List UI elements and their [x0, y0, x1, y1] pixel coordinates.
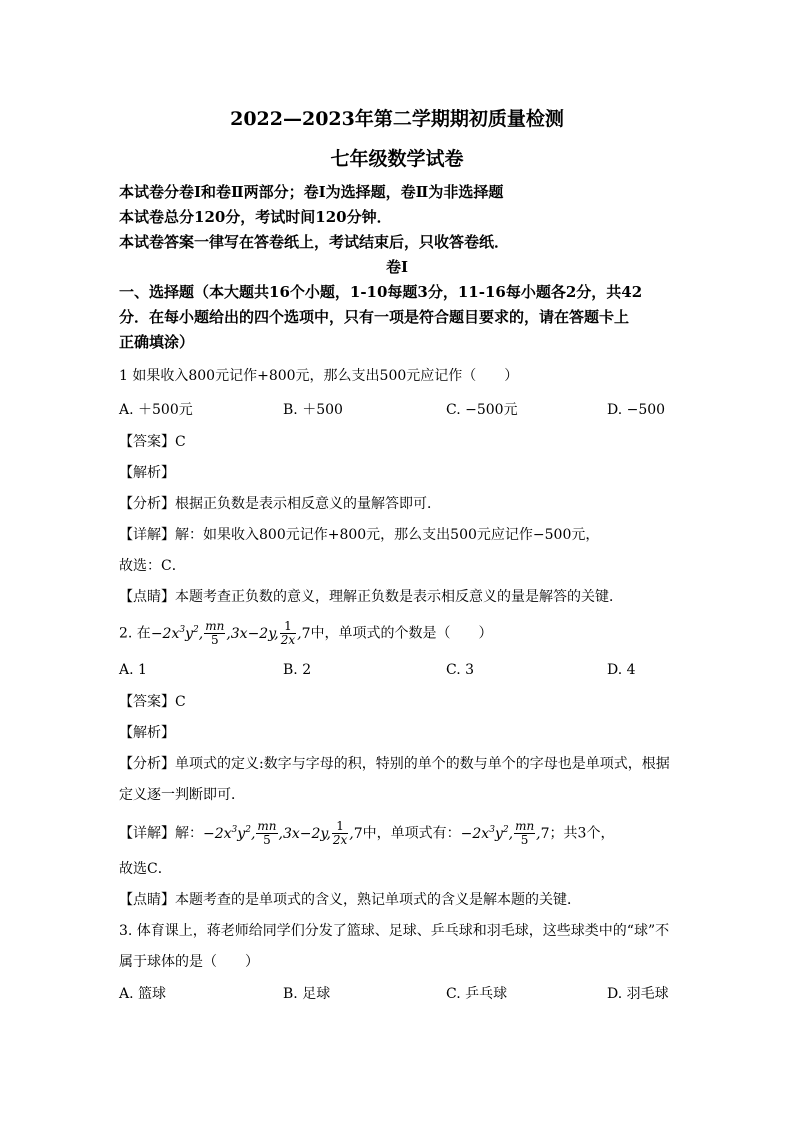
- q2-detail: [119, 820, 614, 847]
- q2-option-a: A. 1: [119, 662, 147, 678]
- q2-detail-result: $-2x^3y^2$, $\frac{mn}{5}$ ,7: [460, 819, 550, 847]
- q1-choose: 故选：C．: [119, 558, 186, 574]
- q2-choose: 故选C．: [119, 861, 172, 877]
- q2-detail-b: 中，单项式有：: [362, 825, 461, 842]
- q1-stem: [119, 366, 518, 386]
- section-desc-1: 一、选择题（本大题共16个小题，1-10每题3分，11-16每小题各2分，共42: [119, 283, 643, 301]
- q2-expression: $-2x^3y^2$, $\frac{mn}{5}$ ,3x−2y, $\frac{1}{2x}$ ,7: [150, 619, 311, 647]
- q1-option-a: A. ＋500元: [119, 402, 193, 418]
- q3-option-a: A. 篮球: [119, 986, 167, 1002]
- q3-option-d: D. 羽毛球: [607, 986, 669, 1002]
- q1-answer: 【答案】C: [119, 434, 186, 450]
- q1-option-c: C. −500元: [446, 402, 518, 418]
- q1-option-b: B. ＋500: [283, 402, 343, 418]
- q1-option-d: D. −500: [607, 402, 666, 418]
- q3-stem-1: 3. 体育课上，蒋老师给同学们分发了篮球、足球、乒乓球和羽毛球，这些球类中的“球”不: [119, 923, 670, 939]
- q3-stem-2: 属于球体的是（ ）: [119, 954, 259, 970]
- q2-option-b: B. 2: [283, 662, 312, 678]
- q2-detail-expression: $-2x^3y^2$, $\frac{mn}{5}$ ,3x−2y, $\frac{1}{2x}$ ,7: [203, 819, 363, 847]
- q3-option-b: B. 足球: [283, 986, 331, 1002]
- q1-comment: 【点睛】本题考查正负数的意义，理解正负数是表示相反意义的量是解答的关键．: [119, 589, 623, 605]
- section-label: 卷Ⅰ: [385, 258, 409, 276]
- q2-comment: 【点睛】本题考查的是单项式的含义，熟记单项式的含义是解本题的关键．: [119, 892, 581, 908]
- section-desc-3: 正确填涂）: [119, 333, 195, 351]
- q2-stem-a: 2. 在: [119, 625, 151, 642]
- q1-analysis-tag: 【解析】: [119, 465, 175, 481]
- q2-detail-c: ；共3个，: [549, 825, 615, 842]
- q2-answer: 【答案】C: [119, 694, 186, 710]
- q2-analysis-2: 定义逐一判断即可．: [119, 787, 245, 803]
- q3-option-c: C. 乒乓球: [446, 986, 508, 1002]
- exam-subtitle: 七年级数学试卷: [330, 148, 464, 170]
- instruction-3: 本试卷答案一律写在答卷纸上，考试结束后，只收答卷纸．: [119, 233, 510, 251]
- q2-option-c: C. 3: [446, 662, 475, 678]
- q2-analysis-1: 【分析】单项式的定义:数字与字母的积，特别的单个的数与单个的字母也是单项式，根据: [119, 756, 670, 772]
- instruction-2: 本试卷总分120分，考试时间120分钟．: [119, 208, 392, 226]
- q1-analysis: 【分析】根据正负数是表示相反意义的量解答即可．: [119, 496, 441, 512]
- exam-title: 2022—2023年第二学期期初质量检测: [230, 108, 564, 130]
- q2-option-d: D. 4: [607, 662, 636, 678]
- q1-stem-b: 元，那么支出500元应记作（ ）: [295, 368, 519, 384]
- q1-detail: 【详解】解：如果收入800元记作+800元，那么支出500元应记作−500元，: [119, 527, 600, 543]
- q2-analysis-tag: 【解析】: [119, 725, 175, 741]
- section-desc-2: 分．在每小题给出的四个选项中，只有一项是符合题目要求的，请在答题卡上: [119, 308, 630, 326]
- q2-detail-a: 【详解】解：: [119, 825, 203, 842]
- q1-stem-a: 1 如果收入800元记作: [119, 368, 258, 384]
- q2-stem-b: 中，单项式的个数是（ ）: [310, 625, 493, 642]
- instruction-1: 本试卷分卷Ⅰ和卷Ⅱ两部分；卷Ⅰ为选择题，卷Ⅱ为非选择题: [119, 183, 504, 201]
- q2-stem: [119, 620, 492, 647]
- q1-stem-math: +800: [257, 368, 296, 384]
